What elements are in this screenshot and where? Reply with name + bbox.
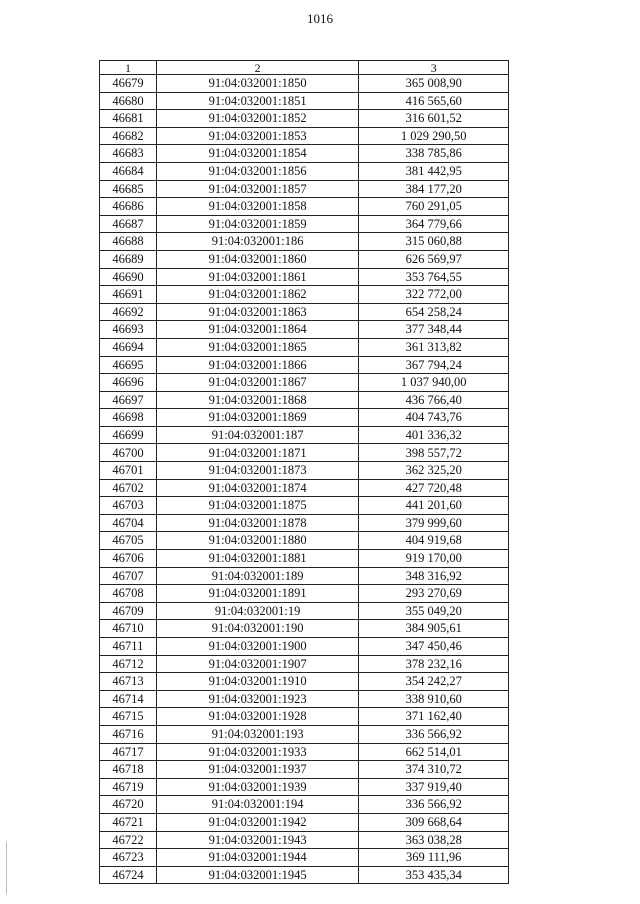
- cadastral-number-cell: 91:04:032001:1852: [156, 110, 359, 128]
- table-row: [100, 321, 509, 339]
- row-number-cell: 46685: [100, 180, 157, 198]
- cadastral-value-cell: 338 785,86: [359, 145, 509, 163]
- cadastral-number-cell: 91:04:032001:1923: [156, 690, 359, 708]
- table-row: [100, 233, 509, 251]
- column-header-cadastral-number: 2: [156, 61, 359, 75]
- cadastral-number-cell: 91:04:032001:1863: [156, 303, 359, 321]
- cadastral-number-cell: 91:04:032001:190: [156, 620, 359, 638]
- cadastral-value-cell: 377 348,44: [359, 321, 509, 339]
- table-row: [100, 75, 509, 93]
- cadastral-value-cell: 436 766,40: [359, 391, 509, 409]
- table-row: [100, 849, 509, 867]
- cadastral-value-cell: 378 232,16: [359, 655, 509, 673]
- cadastral-value-cell: 348 316,92: [359, 567, 509, 585]
- cadastral-number-cell: 91:04:032001:189: [156, 567, 359, 585]
- cadastral-number-cell: 91:04:032001:19: [156, 602, 359, 620]
- cadastral-number-cell: 91:04:032001:1937: [156, 761, 359, 779]
- table-row: [100, 655, 509, 673]
- cadastral-value-cell: 363 038,28: [359, 831, 509, 849]
- cadastral-number-cell: 91:04:032001:1928: [156, 708, 359, 726]
- cadastral-value-cell: 371 162,40: [359, 708, 509, 726]
- cadastral-number-cell: 91:04:032001:1850: [156, 75, 359, 93]
- cadastral-value-cell: 404 743,76: [359, 409, 509, 427]
- cadastral-number-cell: 91:04:032001:187: [156, 426, 359, 444]
- column-header-number: 1: [100, 61, 157, 75]
- cadastral-value-cell: 338 910,60: [359, 690, 509, 708]
- cadastral-number-cell: 91:04:032001:1866: [156, 356, 359, 374]
- table-row: [100, 426, 509, 444]
- cadastral-number-cell: 91:04:032001:1943: [156, 831, 359, 849]
- row-number-cell: 46702: [100, 479, 157, 497]
- cadastral-number-cell: 91:04:032001:1862: [156, 286, 359, 304]
- row-number-cell: 46695: [100, 356, 157, 374]
- row-number-cell: 46710: [100, 620, 157, 638]
- cadastral-number-cell: 91:04:032001:1871: [156, 444, 359, 462]
- cadastral-number-cell: 91:04:032001:1857: [156, 180, 359, 198]
- table-row: [100, 338, 509, 356]
- table-row: [100, 708, 509, 726]
- cadastral-number-cell: 91:04:032001:1942: [156, 813, 359, 831]
- row-number-cell: 46692: [100, 303, 157, 321]
- row-number-cell: 46722: [100, 831, 157, 849]
- row-number-cell: 46684: [100, 162, 157, 180]
- cadastral-value-cell: 354 242,27: [359, 673, 509, 691]
- table-row: [100, 866, 509, 884]
- cadastral-value-cell: 315 060,88: [359, 233, 509, 251]
- cadastral-number-cell: 91:04:032001:1880: [156, 532, 359, 550]
- cadastral-number-cell: 91:04:032001:1869: [156, 409, 359, 427]
- row-number-cell: 46687: [100, 215, 157, 233]
- row-number-cell: 46720: [100, 796, 157, 814]
- table-row: [100, 813, 509, 831]
- cadastral-value-cell: 1 029 290,50: [359, 127, 509, 145]
- page-number: 1016: [307, 11, 333, 26]
- cadastral-value-cell: 316 601,52: [359, 110, 509, 128]
- row-number-cell: 46699: [100, 426, 157, 444]
- cadastral-value-cell: 626 569,97: [359, 250, 509, 268]
- row-number-cell: 46689: [100, 250, 157, 268]
- cadastral-value-cell: 336 566,92: [359, 725, 509, 743]
- cadastral-number-cell: 91:04:032001:1878: [156, 514, 359, 532]
- table-row: [100, 550, 509, 568]
- cadastral-value-cell: 919 170,00: [359, 550, 509, 568]
- cadastral-value-cell: 353 764,55: [359, 268, 509, 286]
- cadastral-number-cell: 91:04:032001:1854: [156, 145, 359, 163]
- cadastral-value-cell: 367 794,24: [359, 356, 509, 374]
- row-number-cell: 46703: [100, 497, 157, 515]
- cadastral-value-cell: 441 201,60: [359, 497, 509, 515]
- table-row: [100, 532, 509, 550]
- row-number-cell: 46682: [100, 127, 157, 145]
- cadastral-value-cell: 384 905,61: [359, 620, 509, 638]
- cadastral-number-cell: 91:04:032001:194: [156, 796, 359, 814]
- cadastral-value-cell: 662 514,01: [359, 743, 509, 761]
- cadastral-number-cell: 91:04:032001:1858: [156, 198, 359, 216]
- table-row: [100, 286, 509, 304]
- cadastral-number-cell: 91:04:032001:1945: [156, 866, 359, 884]
- cadastral-value-cell: 293 270,69: [359, 585, 509, 603]
- row-number-cell: 46717: [100, 743, 157, 761]
- row-number-cell: 46707: [100, 567, 157, 585]
- table-row: [100, 198, 509, 216]
- table-row: [100, 391, 509, 409]
- cadastral-value-cell: 337 919,40: [359, 778, 509, 796]
- row-number-cell: 46721: [100, 813, 157, 831]
- cadastral-value-cell: 374 310,72: [359, 761, 509, 779]
- cadastral-number-cell: 91:04:032001:1867: [156, 374, 359, 392]
- table-row: [100, 145, 509, 163]
- table-row: [100, 462, 509, 480]
- table-row: [100, 268, 509, 286]
- cadastral-value-cell: 369 111,96: [359, 849, 509, 867]
- cadastral-value-cell: 398 557,72: [359, 444, 509, 462]
- row-number-cell: 46681: [100, 110, 157, 128]
- row-number-cell: 46686: [100, 198, 157, 216]
- table-row: [100, 127, 509, 145]
- cadastral-value-cell: 654 258,24: [359, 303, 509, 321]
- cadastral-value-cell: 361 313,82: [359, 338, 509, 356]
- cadastral-number-cell: 91:04:032001:1864: [156, 321, 359, 339]
- cadastral-value-cell: 381 442,95: [359, 162, 509, 180]
- table-row: [100, 356, 509, 374]
- cadastral-value-cell: 760 291,05: [359, 198, 509, 216]
- table-row: [100, 778, 509, 796]
- table-row: [100, 690, 509, 708]
- cadastral-value-cell: 427 720,48: [359, 479, 509, 497]
- table-row: [100, 479, 509, 497]
- column-header-value: 3: [359, 61, 509, 75]
- table-row: [100, 743, 509, 761]
- row-number-cell: 46709: [100, 602, 157, 620]
- cadastral-number-cell: 91:04:032001:1853: [156, 127, 359, 145]
- table-row: [100, 444, 509, 462]
- row-number-cell: 46697: [100, 391, 157, 409]
- row-number-cell: 46683: [100, 145, 157, 163]
- cadastral-value-cell: 309 668,64: [359, 813, 509, 831]
- row-number-cell: 46712: [100, 655, 157, 673]
- cadastral-value-cell: 379 999,60: [359, 514, 509, 532]
- cadastral-number-cell: 91:04:032001:1939: [156, 778, 359, 796]
- row-number-cell: 46706: [100, 550, 157, 568]
- cadastral-value-cell: 353 435,34: [359, 866, 509, 884]
- row-number-cell: 46713: [100, 673, 157, 691]
- cadastral-value-cell: 416 565,60: [359, 92, 509, 110]
- row-number-cell: 46693: [100, 321, 157, 339]
- cadastral-number-cell: 91:04:032001:1868: [156, 391, 359, 409]
- cadastral-value-cell: 1 037 940,00: [359, 374, 509, 392]
- row-number-cell: 46680: [100, 92, 157, 110]
- table-row: [100, 497, 509, 515]
- cadastral-number-cell: 91:04:032001:1900: [156, 638, 359, 656]
- cadastral-number-cell: 91:04:032001:1861: [156, 268, 359, 286]
- table-row: [100, 796, 509, 814]
- row-number-cell: 46711: [100, 638, 157, 656]
- cadastral-value-cell: 355 049,20: [359, 602, 509, 620]
- cadastral-number-cell: 91:04:032001:1856: [156, 162, 359, 180]
- table-row: [100, 409, 509, 427]
- table-row: [100, 374, 509, 392]
- cadastral-number-cell: 91:04:032001:1910: [156, 673, 359, 691]
- cadastral-number-cell: 91:04:032001:1881: [156, 550, 359, 568]
- table-row: [100, 303, 509, 321]
- row-number-cell: 46700: [100, 444, 157, 462]
- row-number-cell: 46715: [100, 708, 157, 726]
- cadastral-value-cell: 404 919,68: [359, 532, 509, 550]
- row-number-cell: 46723: [100, 849, 157, 867]
- row-number-cell: 46690: [100, 268, 157, 286]
- row-number-cell: 46694: [100, 338, 157, 356]
- table-row: [100, 585, 509, 603]
- table-row: [100, 180, 509, 198]
- cadastral-value-cell: 364 779,66: [359, 215, 509, 233]
- cadastral-number-cell: 91:04:032001:1944: [156, 849, 359, 867]
- table-row: [100, 514, 509, 532]
- cadastral-number-cell: 91:04:032001:1865: [156, 338, 359, 356]
- cadastral-number-cell: 91:04:032001:1860: [156, 250, 359, 268]
- table-row: [100, 831, 509, 849]
- row-number-cell: 46719: [100, 778, 157, 796]
- row-number-cell: 46718: [100, 761, 157, 779]
- table-row: [100, 162, 509, 180]
- row-number-cell: 46714: [100, 690, 157, 708]
- cadastral-value-cell: 365 008,90: [359, 75, 509, 93]
- cadastral-number-cell: 91:04:032001:1874: [156, 479, 359, 497]
- row-number-cell: 46724: [100, 866, 157, 884]
- cadastral-value-cell: 322 772,00: [359, 286, 509, 304]
- table-row: [100, 215, 509, 233]
- cadastral-number-cell: 91:04:032001:1851: [156, 92, 359, 110]
- cadastral-value-cell: 336 566,92: [359, 796, 509, 814]
- row-number-cell: 46701: [100, 462, 157, 480]
- cadastral-value-cell: 347 450,46: [359, 638, 509, 656]
- table-row: [100, 638, 509, 656]
- table-row: [100, 673, 509, 691]
- cadastral-number-cell: 91:04:032001:1907: [156, 655, 359, 673]
- cadastral-number-cell: 91:04:032001:1933: [156, 743, 359, 761]
- row-number-cell: 46705: [100, 532, 157, 550]
- table-row: [100, 620, 509, 638]
- row-number-cell: 46696: [100, 374, 157, 392]
- row-number-cell: 46716: [100, 725, 157, 743]
- cadastral-value-cell: 401 336,32: [359, 426, 509, 444]
- cadastral-number-cell: 91:04:032001:186: [156, 233, 359, 251]
- row-number-cell: 46704: [100, 514, 157, 532]
- table-row: [100, 602, 509, 620]
- table-row: [100, 92, 509, 110]
- table-row: [100, 567, 509, 585]
- cadastral-number-cell: 91:04:032001:1859: [156, 215, 359, 233]
- scan-margin-line: [6, 842, 7, 894]
- cadastral-value-cell: 384 177,20: [359, 180, 509, 198]
- row-number-cell: 46698: [100, 409, 157, 427]
- cadastral-number-cell: 91:04:032001:1891: [156, 585, 359, 603]
- cadastral-number-cell: 91:04:032001:1873: [156, 462, 359, 480]
- table-body: [100, 75, 509, 884]
- row-number-cell: 46708: [100, 585, 157, 603]
- table-row: [100, 250, 509, 268]
- row-number-cell: 46691: [100, 286, 157, 304]
- cadastral-value-table: [99, 60, 509, 884]
- cadastral-value-cell: 362 325,20: [359, 462, 509, 480]
- cadastral-number-cell: 91:04:032001:193: [156, 725, 359, 743]
- table-row: [100, 761, 509, 779]
- table-row: [100, 110, 509, 128]
- row-number-cell: 46688: [100, 233, 157, 251]
- cadastral-number-cell: 91:04:032001:1875: [156, 497, 359, 515]
- table-row: [100, 725, 509, 743]
- row-number-cell: 46679: [100, 75, 157, 93]
- table-header-row: [100, 61, 509, 75]
